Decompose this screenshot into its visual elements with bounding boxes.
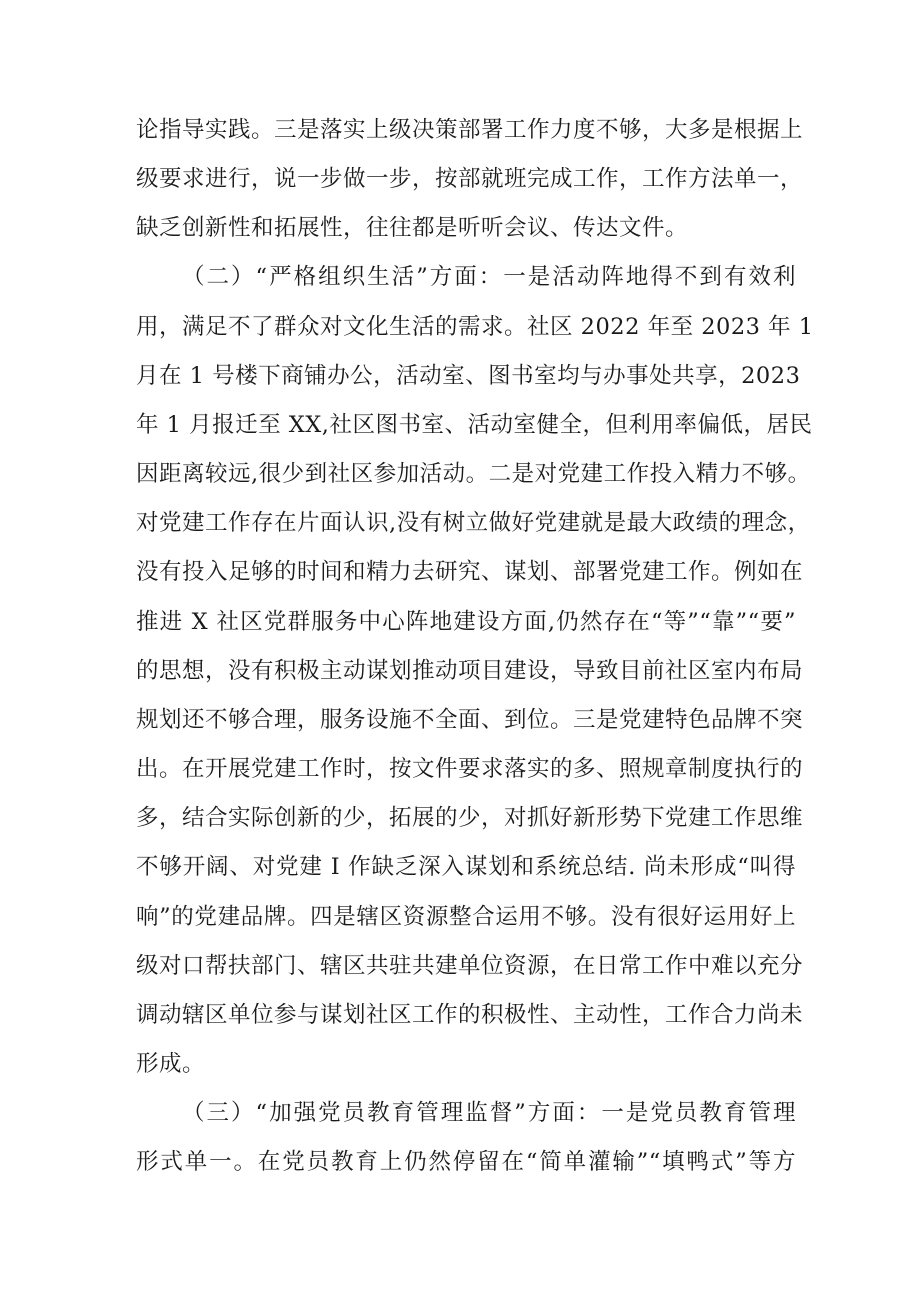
text-line: 对党建工作存在片面认识,没有树立做好党建就是最大政绩的理念，: [136, 510, 811, 536]
text-line: 月在 1 号楼下商铺办公，活动室、图书室均与办事处共享，2023: [136, 363, 801, 389]
text-line: 规划还不够合理，服务设施不全面、到位。三是党建特色品牌不突: [136, 707, 804, 733]
text-line: 多，结合实际创新的少，拓展的少，对抓好新形势下党建工作思维: [136, 805, 804, 831]
paragraph-heading-line: （三）“加强党员教育管理监督”方面：一是党员教育管理: [182, 1100, 796, 1126]
text-line: 不够开阔、对党建 I 作缺乏深入谋划和系统总结. 尚未形成“叫得: [136, 854, 796, 880]
text-line: 因距离较远,很少到社区参加活动。二是对党建工作投入精力不够。: [136, 461, 811, 487]
text-line: 级对口帮扶部门、辖区共驻共建单位资源，在日常工作中难以充分: [136, 953, 804, 979]
text-line: 的思想，没有积极主动谋划推动项目建设，导致目前社区室内布局: [136, 658, 804, 684]
paragraph-heading-line: （二）“严格组织生活”方面：一是活动阵地得不到有效利: [182, 264, 796, 290]
text-line: 级要求进行，说一步做一步，按部就班完成工作，工作方法单一，: [136, 166, 804, 192]
text-line: 没有投入足够的时间和精力去研究、谋划、部署党建工作。例如在: [136, 559, 804, 585]
text-line: 出。在开展党建工作时，按文件要求落实的多、照规章制度执行的: [136, 756, 804, 782]
text-line: 响”的党建品牌。四是辖区资源整合运用不够。没有很好运用好上: [136, 904, 796, 930]
text-line: 调动辖区单位参与谋划社区工作的积极性、主动性，工作合力尚未: [136, 1002, 804, 1028]
text-line: 形式单一。在党员教育上仍然停留在“简单灌输”“填鸭式”等方: [136, 1149, 796, 1175]
text-line: 缺乏创新性和拓展性，往往都是听听会议、传达文件。: [136, 215, 689, 241]
text-line: 论指导实践。三是落实上级决策部署工作力度不够，大多是根据上: [136, 117, 804, 143]
text-line: 用，满足不了群众对文化生活的需求。社区 2022 年至 2023 年 1: [136, 314, 814, 340]
text-line: 形成。: [136, 1051, 206, 1077]
text-line: 推进 X 社区党群服务中心阵地建设方面,仍然存在“等”“靠”“要”: [136, 609, 796, 635]
text-line: 年 1 月报迁至 XX,社区图书室、活动室健全，但利用率偏低，居民: [136, 412, 813, 438]
